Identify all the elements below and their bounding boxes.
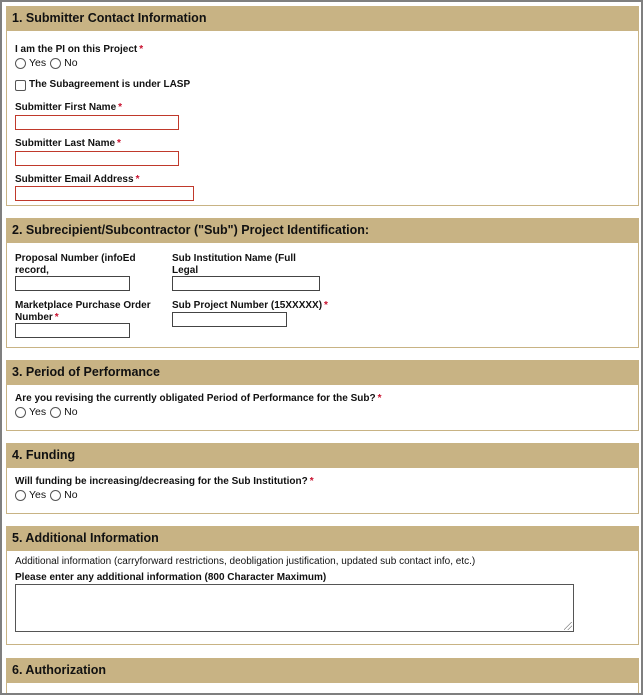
pi-yes-radio[interactable] bbox=[15, 58, 26, 69]
section-header: 3. Period of Performance bbox=[7, 361, 638, 385]
section-header: 4. Funding bbox=[7, 444, 638, 468]
section-submitter-contact bbox=[6, 6, 639, 206]
section-header: 6. Authorization bbox=[7, 659, 638, 683]
pop-question-label: Are you revising the currently obligated Period of Performance for the Sub? * bbox=[15, 393, 382, 404]
sub-institution-input[interactable] bbox=[172, 276, 320, 291]
funding-question-label: Will funding be increasing/decreasing for the Sub Institution? * bbox=[15, 476, 314, 487]
last-name-label: Submitter Last Name * bbox=[15, 138, 121, 149]
pi-no-label: No bbox=[64, 57, 78, 69]
proposal-number-label: Proposal Number (infoEd record, bbox=[15, 253, 136, 276]
section-additional-information bbox=[6, 526, 639, 645]
pop-yes-radio[interactable] bbox=[15, 407, 26, 418]
lasp-label: The Subagreement is under LASP bbox=[29, 79, 191, 90]
resize-grip-icon[interactable] bbox=[564, 622, 572, 630]
additional-info-textarea[interactable] bbox=[15, 584, 574, 632]
section-header: 2. Subrecipient/Subcontractor ("Sub") Project Identification: bbox=[7, 219, 638, 243]
funding-no-label: No bbox=[64, 489, 78, 501]
additional-info-textarea-label: Please enter any additional information (800 Character Maximum) bbox=[15, 572, 327, 583]
pi-yes-label: Yes bbox=[29, 57, 47, 69]
additional-info-description: Additional information (carryforward restrictions, deobligation justification, updated sub contact info, etc.) bbox=[15, 556, 476, 567]
pop-yes-label: Yes bbox=[29, 406, 47, 418]
first-name-input[interactable] bbox=[15, 115, 179, 130]
sub-institution-label: Sub Institution Name (Full Legal bbox=[172, 253, 296, 276]
pop-no-radio[interactable] bbox=[50, 407, 61, 418]
last-name-input[interactable] bbox=[15, 151, 179, 166]
section-header: 5. Additional Information bbox=[7, 527, 638, 551]
pop-radio-group bbox=[15, 406, 82, 418]
section-sub-project-identification bbox=[6, 218, 639, 348]
first-name-label: Submitter First Name * bbox=[15, 102, 123, 113]
lasp-checkbox-row bbox=[15, 79, 190, 91]
section-funding bbox=[6, 443, 639, 514]
section-authorization bbox=[6, 658, 639, 695]
section-period-of-performance bbox=[6, 360, 639, 431]
funding-no-radio[interactable] bbox=[50, 490, 61, 501]
email-input[interactable] bbox=[15, 186, 194, 201]
funding-radio-group bbox=[15, 489, 82, 501]
pi-question-label: I am the PI on this Project * bbox=[15, 44, 144, 55]
pi-radio-group bbox=[15, 57, 82, 69]
sub-project-number-input[interactable] bbox=[172, 312, 287, 327]
purchase-order-label: Marketplace Purchase Order Number * bbox=[15, 300, 151, 323]
pop-no-label: No bbox=[64, 406, 78, 418]
proposal-number-input[interactable] bbox=[15, 276, 130, 291]
sub-project-number-label: Sub Project Number (15XXXXX) * bbox=[172, 300, 328, 311]
pi-no-radio[interactable] bbox=[50, 58, 61, 69]
email-label: Submitter Email Address * bbox=[15, 174, 140, 185]
funding-yes-label: Yes bbox=[29, 489, 47, 501]
purchase-order-input[interactable] bbox=[15, 323, 130, 338]
section-header: 1. Submitter Contact Information bbox=[7, 7, 638, 31]
funding-yes-radio[interactable] bbox=[15, 490, 26, 501]
lasp-checkbox[interactable] bbox=[15, 80, 26, 91]
